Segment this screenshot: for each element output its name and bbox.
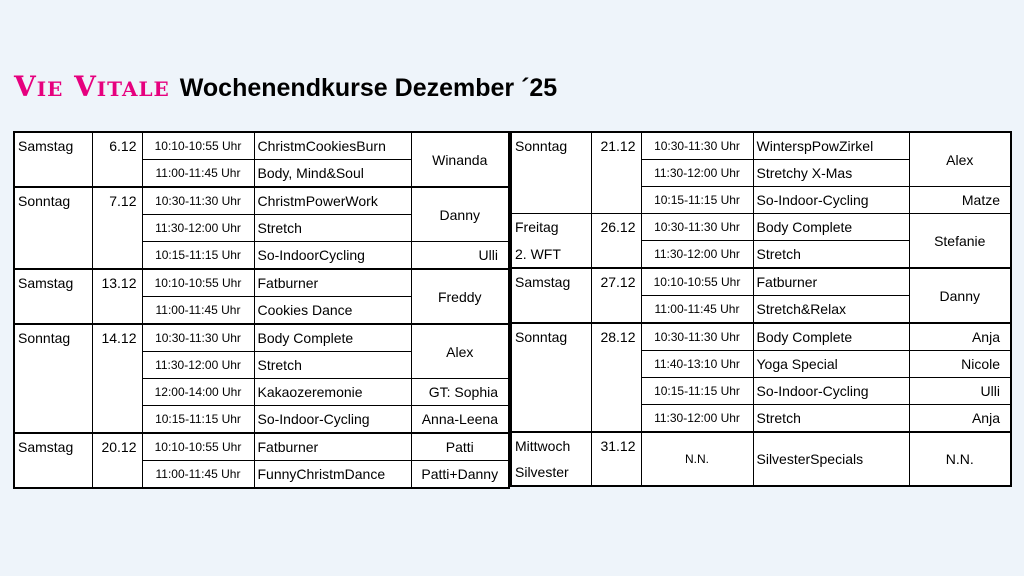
course-cell: Yoga Special — [753, 351, 909, 378]
time-cell: 11:00-11:45 Uhr — [142, 461, 254, 489]
time-cell: 12:00-14:00 Uhr — [142, 379, 254, 406]
trainer-cell: Winanda — [411, 132, 509, 187]
time-cell: 10:15-11:15 Uhr — [142, 406, 254, 434]
trainer-cell: Matze — [909, 187, 1011, 214]
trainer-cell: Patti+Danny — [411, 461, 509, 489]
table-row — [511, 214, 1011, 241]
course-cell: So-Indoor-Cycling — [753, 187, 909, 214]
trainer-cell: Ulli — [909, 378, 1011, 405]
time-cell: 10:10-10:55 Uhr — [142, 132, 254, 160]
day-cell: Sonntag — [511, 132, 591, 214]
trainer-cell: N.N. — [909, 432, 1011, 486]
course-cell: SilvesterSpecials — [753, 432, 909, 486]
course-cell: Stretch — [254, 352, 411, 379]
date-cell: 26.12 — [591, 214, 641, 269]
time-cell: 10:30-11:30 Uhr — [142, 187, 254, 215]
day-cell: Mittwoch — [511, 432, 591, 459]
vie-vitale-logo: Vie Vitale — [14, 70, 170, 103]
trainer-cell: Danny — [909, 268, 1011, 323]
trainer-cell: Freddy — [411, 269, 509, 324]
trainer-cell: Ulli — [411, 242, 509, 270]
course-cell: WintersрPowZirkel — [753, 132, 909, 160]
trainer-cell: Danny — [411, 187, 509, 242]
date-cell: 31.12 — [591, 432, 641, 486]
time-cell: 10:10-10:55 Uhr — [142, 269, 254, 297]
table-row — [511, 432, 1011, 459]
time-cell: 10:15-11:15 Uhr — [641, 187, 753, 214]
time-cell: 10:30-11:30 Uhr — [641, 132, 753, 160]
time-cell: 11:00-11:45 Uhr — [142, 160, 254, 188]
header — [14, 70, 557, 103]
day-note-cell: 2. WFT — [511, 241, 591, 269]
trainer-cell: Nicole — [909, 351, 1011, 378]
date-cell: 6.12 — [92, 132, 142, 187]
day-cell: Samstag — [14, 433, 92, 488]
course-cell: Stretch — [753, 405, 909, 433]
time-cell: 10:15-11:15 Uhr — [142, 242, 254, 270]
day-cell: Sonntag — [14, 187, 92, 269]
date-cell: 7.12 — [92, 187, 142, 269]
date-cell: 28.12 — [591, 323, 641, 432]
trainer-cell: Anna-Leena — [411, 406, 509, 434]
course-cell: So-Indoor-Cycling — [254, 406, 411, 434]
trainer-cell: GT: Sophia — [411, 379, 509, 406]
schedule-table-left — [13, 131, 510, 489]
course-cell: Body, Mind&Soul — [254, 160, 411, 188]
course-cell: Body Complete — [753, 323, 909, 351]
course-cell: Stretchy X-Mas — [753, 160, 909, 187]
date-cell: 21.12 — [591, 132, 641, 214]
time-cell: 11:30-12:00 Uhr — [142, 215, 254, 242]
trainer-cell: Patti — [411, 433, 509, 461]
time-cell: 10:30-11:30 Uhr — [142, 324, 254, 352]
course-cell: Body Complete — [753, 214, 909, 241]
date-cell: 14.12 — [92, 324, 142, 433]
table-row — [14, 132, 509, 160]
time-cell: 11:40-13:10 Uhr — [641, 351, 753, 378]
course-cell: Fatburner — [753, 268, 909, 296]
course-cell: ChristmPowerWork — [254, 187, 411, 215]
date-cell: 13.12 — [92, 269, 142, 324]
table-row — [14, 433, 509, 461]
trainer-cell: Alex — [909, 132, 1011, 187]
day-note-cell: Silvester — [511, 459, 591, 486]
time-cell: 11:30-12:00 Uhr — [641, 241, 753, 269]
trainer-cell: Stefanie — [909, 214, 1011, 269]
time-cell: 10:10-10:55 Uhr — [142, 433, 254, 461]
day-cell: Sonntag — [14, 324, 92, 433]
table-row — [14, 269, 509, 297]
table-row — [511, 268, 1011, 296]
course-cell: Cookies Dance — [254, 297, 411, 325]
time-cell: 10:30-11:30 Uhr — [641, 214, 753, 241]
time-cell: 10:30-11:30 Uhr — [641, 323, 753, 351]
time-cell: 11:00-11:45 Uhr — [142, 297, 254, 325]
trainer-cell: Alex — [411, 324, 509, 379]
course-cell: Stretch — [254, 215, 411, 242]
course-cell: FunnyChristmDance — [254, 461, 411, 489]
table-row — [14, 324, 509, 352]
course-cell: Stretch&Relax — [753, 296, 909, 324]
trainer-cell: Anja — [909, 405, 1011, 433]
course-cell: So-Indoor-Cycling — [753, 378, 909, 405]
table-row — [511, 323, 1011, 351]
schedule-table-right — [510, 131, 1012, 487]
time-cell: 11:30-12:00 Uhr — [142, 352, 254, 379]
time-cell: 10:15-11:15 Uhr — [641, 378, 753, 405]
date-cell: 27.12 — [591, 268, 641, 323]
course-cell: Kakaozeremonie — [254, 379, 411, 406]
time-cell: 10:10-10:55 Uhr — [641, 268, 753, 296]
trainer-cell: Anja — [909, 323, 1011, 351]
day-cell: Samstag — [511, 268, 591, 323]
date-cell: 20.12 — [92, 433, 142, 488]
time-cell: N.N. — [641, 432, 753, 486]
course-cell: Fatburner — [254, 269, 411, 297]
course-cell: Fatburner — [254, 433, 411, 461]
day-cell: Freitag — [511, 214, 591, 241]
course-cell: ChristmCookiesBurn — [254, 132, 411, 160]
table-row — [14, 187, 509, 215]
table-row — [511, 132, 1011, 160]
day-cell: Samstag — [14, 269, 92, 324]
course-cell: Body Complete — [254, 324, 411, 352]
page-title: Wochenendkurse Dezember ´25 — [179, 74, 558, 102]
course-cell: So-IndoorCycling — [254, 242, 411, 270]
day-cell: Sonntag — [511, 323, 591, 432]
time-cell: 11:00-11:45 Uhr — [641, 296, 753, 324]
day-cell: Samstag — [14, 132, 92, 187]
time-cell: 11:30-12:00 Uhr — [641, 160, 753, 187]
time-cell: 11:30-12:00 Uhr — [641, 405, 753, 433]
course-cell: Stretch — [753, 241, 909, 269]
